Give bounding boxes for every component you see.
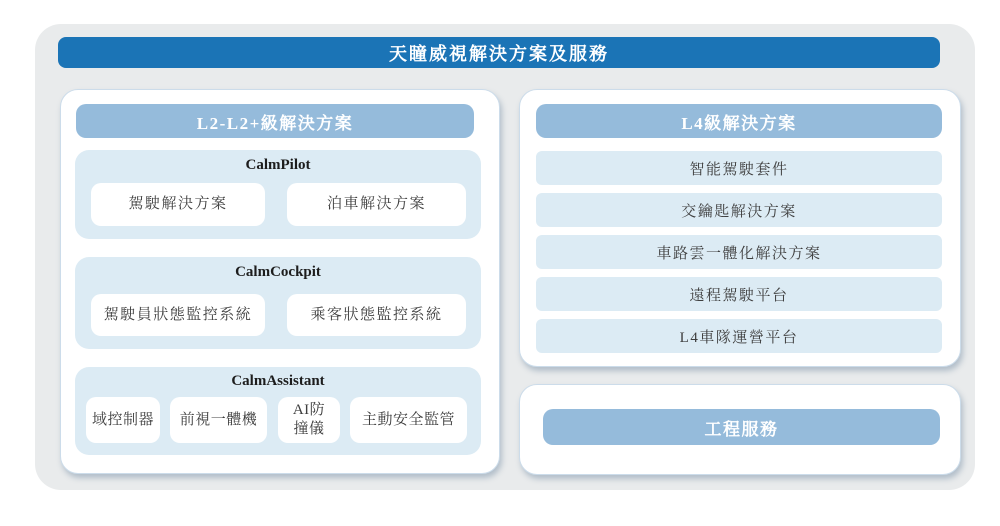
l4-item-smart-driving-kit: 智能駕駛套件 [536, 151, 942, 185]
l4-item-turnkey-solution: 交鑰匙解決方案 [536, 193, 942, 227]
l4-item-vehicle-road-cloud: 車路雲一體化解決方案 [536, 235, 942, 269]
calmassistant-item-ai-collision: AI防撞儀 [278, 397, 340, 443]
l4-item-fleet-operation-platform: L4車隊運營平台 [536, 319, 942, 353]
calmcockpit-item-dms: 駕駛員狀態監控系統 [91, 294, 265, 336]
calmassistant-title: CalmAssistant [231, 373, 325, 389]
calmassistant-item-domain-controller: 域控制器 [86, 397, 160, 443]
calmpilot-title: CalmPilot [245, 157, 311, 173]
figure-title-bar [58, 37, 940, 68]
calmcockpit-item-oms: 乘客狀態監控系統 [287, 294, 466, 336]
calmassistant-item-front-camera: 前視一體機 [170, 397, 267, 443]
engineering-services-bar: 工程服務 [543, 409, 940, 445]
calmcockpit-title: CalmCockpit [235, 264, 321, 280]
calmpilot-item-parking: 泊車解決方案 [287, 183, 466, 226]
figure-title: 天瞳威視解決方案及服務 [389, 43, 609, 64]
calmassistant-item-active-safety: 主動安全監管 [350, 397, 467, 443]
calmpilot-item-driving: 駕駛解決方案 [91, 183, 265, 226]
l4-item-remote-driving-platform: 遠程駕駛平台 [536, 277, 942, 311]
l4-solutions-header: L4級解決方案 [536, 104, 942, 138]
l2-solutions-header: L2-L2+級解決方案 [76, 104, 474, 138]
